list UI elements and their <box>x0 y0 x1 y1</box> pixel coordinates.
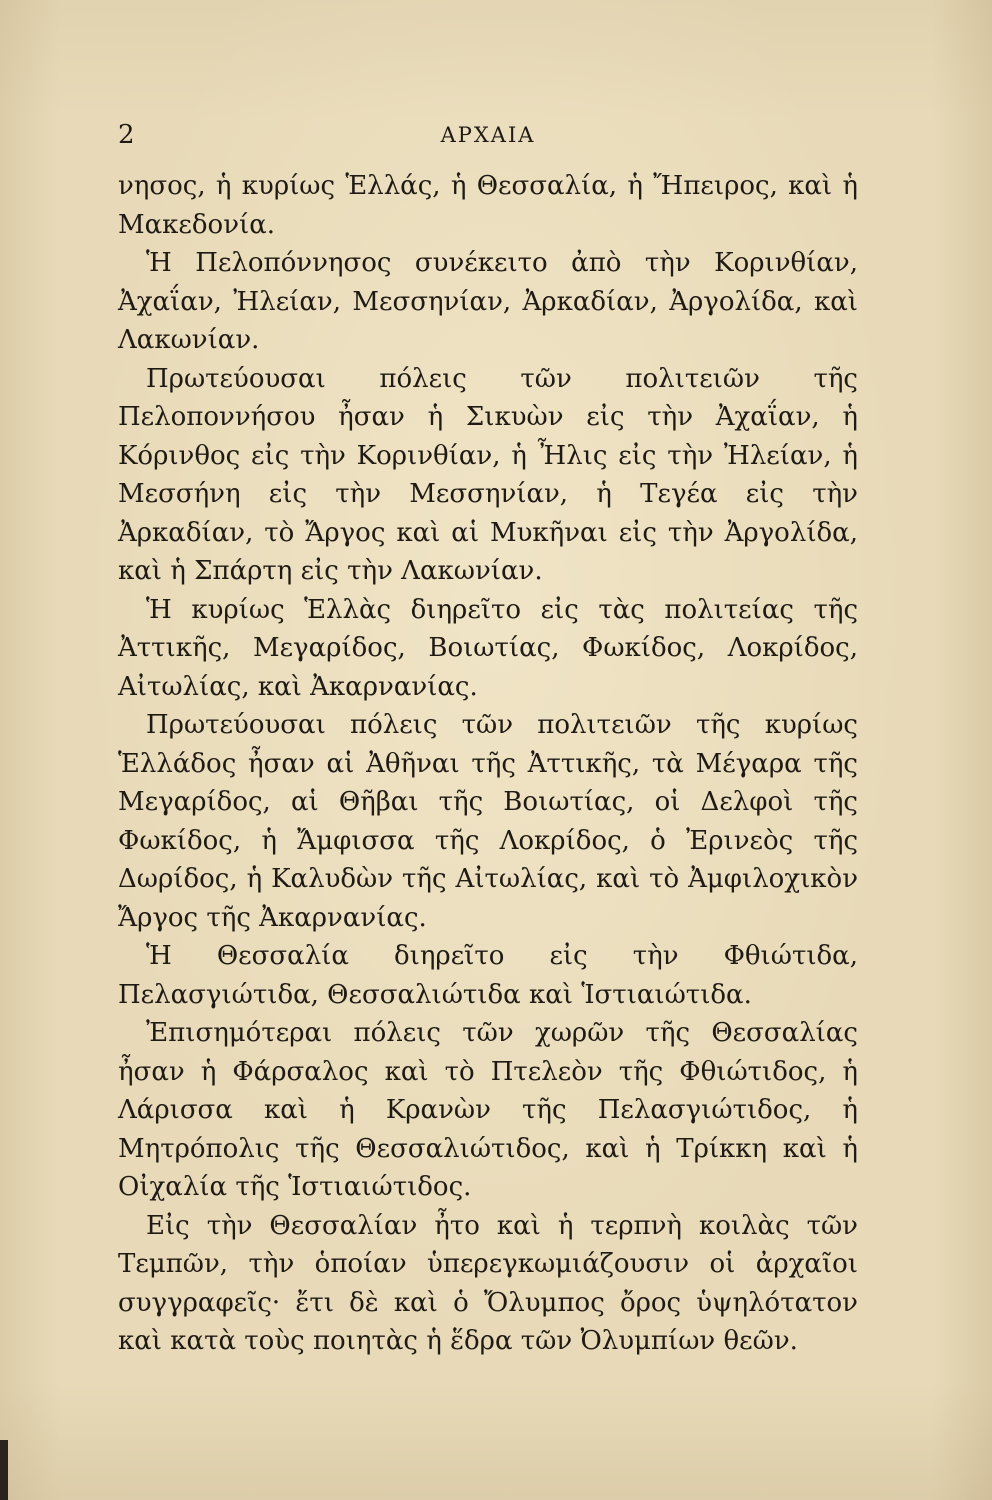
page-number: 2 <box>118 120 135 150</box>
paragraph-3: Πρωτεύουσαι πόλεις τῶν πολιτειῶν τῆς Πελοποννήσου ἦσαν ἡ Σικυὼν εἰς τὴν Ἀχαΐαν, ἡ Κόρινθος εἰς τὴν Κορινθίαν, ἡ Ἦλις εἰς τὴν Ἠλείαν, ἡ Μεσσήνη εἰς τὴν Μεσσηνίαν, ἡ Τεγέα εἰς τὴν Ἀρκαδίαν, τὸ Ἄργος καὶ αἱ Μυκῆναι εἰς τὴν Ἀργολίδα, καὶ ἡ Σπάρτη εἰς τὴν Λακωνίαν. <box>118 363 858 586</box>
paragraph-6: Ἡ Θεσσαλία διηρεῖτο εἰς τὴν Φθιώτιδα, Πελασγιώτιδα, Θεσσαλιώτιδα καὶ Ἱστιαιώτιδα. <box>118 941 858 1010</box>
paragraph-2: Ἡ Πελοπόννησος συνέκειτο ἀπὸ τὴν Κορινθίαν, Ἀχαΐαν, Ἠλείαν, Μεσσηνίαν, Ἀρκαδίαν, Ἀργολίδα, καὶ Λακωνίαν. <box>118 248 858 355</box>
paragraph-4: Ἡ κυρίως Ἑλλὰς διηρεῖτο εἰς τὰς πολιτείας τῆς Ἀττικῆς, Μεγαρίδος, Βοιωτίας, Φωκίδος, Λοκρίδος, Αἰτωλίας, καὶ Ἀκαρνανίας. <box>118 594 858 702</box>
paragraph-5: Πρωτεύουσαι πόλεις τῶν πολιτειῶν τῆς κυρίως Ἑλλάδος ἦσαν αἱ Ἀθῆναι τῆς Ἀττικῆς, τὰ Μέγαρα τῆς Μεγαρίδος, αἱ Θῆβαι τῆς Βοιωτίας, οἱ Δελφοὶ τῆς Φωκίδος, ἡ Ἄμφισσα τῆς Λοκρίδος, ὁ Ἐρινεὸς τῆς Δωρίδος, ἡ Καλυδὼν τῆς Αἰτωλίας, καὶ τὸ Ἀμφιλοχικὸν Ἄργος τῆς Ἀκαρνανίας. <box>118 710 858 933</box>
running-head: ΑΡΧΑΙΑ <box>440 123 536 147</box>
page-header <box>118 118 858 158</box>
body-text <box>118 167 858 1361</box>
paragraph-1: νησος, ἡ κυρίως Ἑλλάς, ἡ Θεσσαλία, ἡ Ἤπειρος, καὶ ἡ Μακεδονία. <box>118 171 858 240</box>
paragraph-8: Εἰς τὴν Θεσσαλίαν ἦτο καὶ ἡ τερπνὴ κοιλὰς τῶν Τεμπῶν, τὴν ὁποίαν ὑπερεγκωμιάζουσιν οἱ ἀρχαῖοι συγγραφεῖς· ἔτι δὲ καὶ ὁ Ὄλυμπος ὄρος ὑψηλότατον καὶ κατὰ τοὺς ποιητὰς ἡ ἕδρα τῶν Ὀλυμπίων θεῶν. <box>118 1210 858 1356</box>
paragraph-7: Ἐπισημότεραι πόλεις τῶν χωρῶν τῆς Θεσσαλίας ἦσαν ἡ Φάρσαλος καὶ τὸ Πτελεὸν τῆς Φθιώτιδος, ἡ Λάρισσα καὶ ἡ Κρανὼν τῆς Πελασγιώτιδος, ἡ Μητρόπολις τῆς Θεσσαλιώτιδος, καὶ ἡ Τρίκκη καὶ ἡ Οἰχαλία τῆς Ἱστιαιώτιδος. <box>118 1018 858 1202</box>
page-edge-shadow <box>0 1440 8 1500</box>
